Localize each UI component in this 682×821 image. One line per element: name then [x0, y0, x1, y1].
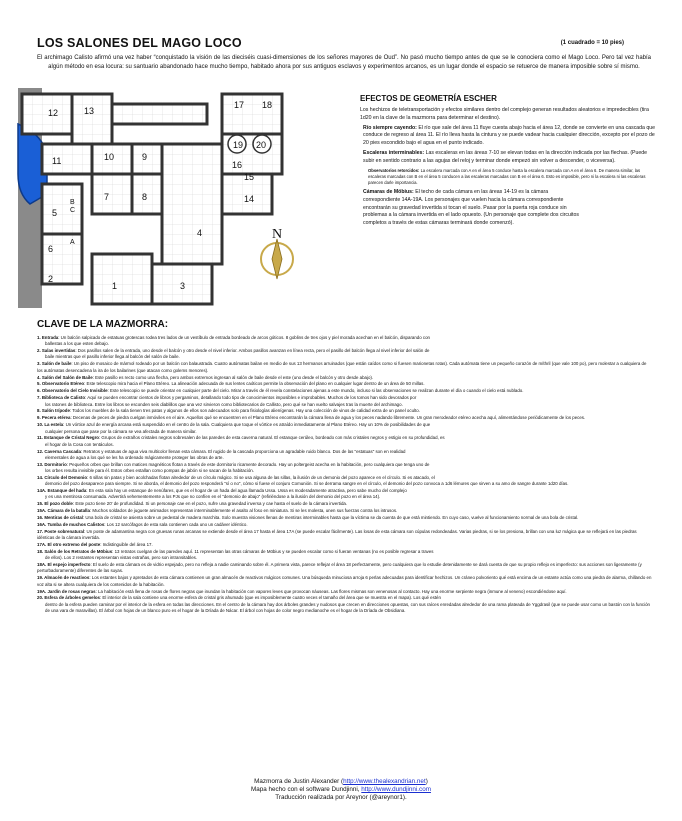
- room-label-19: 19: [233, 140, 244, 150]
- key-entry-text: : Grupos de extraños cristales negros sobresalen de las paredes de esta caverna natural. El estanque cerúleo, bordeado con más cristales negros y estigio en su profundidad, es: [98, 435, 445, 441]
- key-entry-text: : El suelo de esta cámara es de vidrio espejado, pero no refleja a nadie caminando sobre él. A primera vista, parece reflejar el área 18 perfectamente, pero cualquiera que lo estudie detenidamente se dará cuenta de que su propio reflejo es imperfecto: sus acciones son ligeramente (y perturbadoramente) diferentes de las suyas.: [37, 562, 642, 574]
- key-entry: [37, 388, 653, 394]
- key-entry-continuation: cualquier persona que pase por la cámara se vea afectada de manera similar.: [45, 428, 197, 434]
- escher-rio: Río siempre cayendo: El río que sale del área 11 fluye cuesta abajo hacia el área 12, donde se convierte en una cascada que conduce de regreso al área 11. El río lleva hasta la cintura y se puede vadear hacia cualquier dirección, excepto por el pozo de 20 pies escondido bajo el agua en el punto indicado.: [363, 124, 656, 146]
- key-entry-text: : La habitación está llena de rosas de flores negras que inundan la habitación con vapores leves que provocan náuseas. Las flores mismas son venenosas al contacto. Hay una enorme serpiente negra (inmune al veneno) escondiéndose aquí.: [95, 588, 567, 594]
- key-entry-continuation: el hogar de la Cosa con tentáculos.: [45, 441, 114, 447]
- key-entry-label: 18A. El espejo imperfecto: [37, 562, 91, 568]
- key-entry: [37, 335, 653, 348]
- key-entry-label: 2. Salas invertidas: [37, 348, 76, 354]
- escher-camaras: Cámaras de Möbius: El techo de cada cámara en las áreas 14-19 es la cámara correspondiente 14A-19A. Los personajes que vuelen hacia la cámara correspondiente encontrarán su gravedad invertida si tocan el suelo. Pasar por la puerta roja conduce sin problemas a la cámara invertida en el lado opuesto. (Un personaje que complete dos circuitos completos a través de estas cámaras terminará donde comenzó).: [363, 189, 579, 226]
- key-entry: [37, 415, 653, 421]
- key-entry: [37, 595, 653, 614]
- key-entry-text: : Retratos y estatuas de agua viva multicolor llenan esta cámara. El rugido de la cascada proporciona un agradable ruido blanco. Dos de las "estatuas" son en realidad: [80, 448, 406, 454]
- stair-label-b: B: [70, 199, 75, 206]
- key-entry-label: 5. Observatorio Etéreo: [37, 381, 85, 387]
- room-label-14: 14: [244, 194, 255, 204]
- key-entry: [37, 488, 653, 501]
- key-entry-text: : Este pozo tiene 20' de profundidad. Si un personaje cae en el pozo, sufre una gravedad inversa y cae hasta el suelo de la cámara invertida.: [72, 501, 348, 507]
- key-entry-text: : Todos los muebles de la sala tienen tres patas y algunos de ellos son adecuados solo para fisiologías alienígenas. Hay una colección de vinos de calidad extra de un panel oculto.: [69, 408, 420, 414]
- escher-title: EFECTOS DE GEOMETRÍA ESCHER: [360, 94, 497, 103]
- dungeon-key-list: [37, 335, 653, 615]
- room-label-8: 8: [142, 192, 148, 202]
- key-entry-label: 17. Poste sobrenatural: [37, 528, 85, 534]
- credits-translation: Traducción realizada por Areynor (@areynor1).: [275, 794, 407, 802]
- key-entry-text: : Los estantes bajos y apretados de esta cámara contienen un gran almacén de reactivos mágicos comunes. Una búsqueda minuciosa arroja 6 perlas adecuadas para identificar hechizos. Un cráneo polvoriento qué está encima de un estante actúa como una piedra de alarma, chillando en voz alta si se altera cualquiera de los contenidos de la habitación.: [37, 575, 652, 587]
- stair-label-a: A: [70, 239, 75, 246]
- page-title: LOS SALONES DEL MAGO LOCO: [37, 36, 242, 50]
- key-entry: [37, 435, 653, 448]
- room-label-13: 13: [84, 106, 95, 116]
- room-label-9: 9: [142, 152, 148, 162]
- room-label-15: 15: [244, 172, 255, 182]
- key-entry-text: : Dos pasillos salen de la entrada, uno desde el balcón y otro desde el nivel inferior. Ambos pasillos avanzan en línea recta, pero el pasillo del balcón llega al nivel inferior del salón de: [75, 348, 430, 354]
- key-entry-text: : Un piso de mosaico de mármol rodeado por un balcón con balaustrada. Cuatro autómatas bailan en medio de sus 13 hermanos arruinados (que están caídos como si fuesen marionetas rotas). Cada autómata tiene un pequeño corazón de míthril (que vale 100 po), pero molestar a cualquiera de los autómatas desencadena la ira de los bailarines (que atacan como golems menores).: [37, 361, 647, 373]
- intro-paragraph: El archimago Calisto afirmó una vez haber “conquistado la visión de las dieciséis cuasi-dimensiones de los señores mayores de Oud”. No pasó mucho tiempo antes de que se le conociera como el Mago Loco. Pero tal vez había algún método en esa locura: su santuario abandonado hace mucho tiempo, habitado ahora por sus antiguos esclavos y experimentos arcanos, es un lugar donde el espacio se retuerce de manera imposible sobre sí mismo.: [37, 55, 651, 70]
- dundjinni-link[interactable]: http://www.dundjinni.com: [361, 786, 431, 794]
- room-label-16: 16: [232, 160, 243, 170]
- key-entry-label: 11. Estanque de Cristal Negro: [37, 435, 99, 441]
- key-entry-label: 20. Esfera de árboles gemelos: [37, 595, 100, 601]
- key-entry-label: 6. Observatorio del Cielo Invisible: [37, 388, 108, 394]
- key-entry: [37, 422, 653, 435]
- key-entry-text: : Decenas de peces de piedra cuelgan inmóviles en el aire. Aquellos qué se encuentren en el Plano Etéreo encontrarán la cámara llena de agua y los peces nadando libremente. Un gran merodeador etéreo acecha aquí, alimentándose periódicamente de los peces.: [70, 415, 586, 421]
- key-entry: [37, 381, 653, 387]
- key-entry: [37, 549, 653, 562]
- key-entry-label: 10. La estela: [37, 422, 64, 428]
- key-entry-text: : Indistinguible del área 17.: [100, 542, 153, 548]
- key-entry: [37, 361, 653, 374]
- key-entry-label: 7. Biblioteca de Calisto: [37, 395, 86, 401]
- key-entry: [37, 501, 653, 507]
- room-label-2: 2: [48, 274, 54, 284]
- key-entry-label: 9. Pecera etérea: [37, 415, 71, 421]
- key-entry-continuation: elementales de agua a los qué se les ha ordenado mágicamente proteger las obras de arte.: [45, 454, 224, 460]
- author-link[interactable]: http://www.thealexandrian.net: [343, 778, 426, 785]
- key-entry-label: 19. Almacén de reactivos: [37, 575, 90, 581]
- key-entry-text: : Este pasillo es recto como una flecha, pero ambos extremos ingresan al salón de baile desde el este (uno desde el balcón y otro desde abajo).: [92, 374, 374, 380]
- key-entry: [37, 575, 653, 588]
- escher-escaleras: Escaleras interminables: Las escaleras en las áreas 7-10 se elevan todas en la dirección indicada por las flechas. (Puede subir en sentido contrario a las agujas del reloj y terminar donde empezó sin volver a descender, o viceversa).: [363, 149, 648, 164]
- room-label-3: 3: [180, 281, 186, 291]
- key-entry-continuation: y es una mentirosa consumada. Advertirá vehementemente a los PJs que no confíen en el "demonio de abajo" (refiriéndose a la ilusión del demonio del pozo en el área 14).: [45, 494, 381, 500]
- key-entry-continuation: baile mientras que el pasillo inferior llega al balcón del salón de baile.: [45, 354, 180, 360]
- key-entry-label: 14A. Estanque del hada: [37, 488, 87, 494]
- room-label-12: 12: [48, 108, 59, 118]
- key-entry-continuation: de ellos). Los 2 restantes representan vistas extrañas, pero son intransitables.: [45, 555, 198, 561]
- key-entry-text: : Muchos soldados de juguete animados representan interminablemente el asalto al foso en miniatura. Si se les molesta, unen sus fuerzas contra los intrusos.: [89, 508, 398, 514]
- key-entry: [37, 589, 653, 595]
- room-label-10: 10: [104, 152, 115, 162]
- key-entry: [37, 475, 653, 488]
- key-entry: [37, 375, 653, 381]
- key-entry-text: : En esta sala hay un estanque de nenúfares, que es el hogar de un hada del agua llamada Ussa. Ussa es moderadamente atractiva, pero sabe mucho del complejo: [86, 488, 407, 494]
- room-label-18: 18: [262, 100, 273, 110]
- key-entry-label: 12. Caverna Cascada: [37, 448, 81, 454]
- key-entry-text: : Pequeños orbes que brillan con matices magnéticos flotan a través de este dormitorio ricamente decorado. Hay un poltergeist acecha en la habitación, pero cualquiera que tenga uno de: [66, 461, 430, 467]
- credits: [0, 778, 682, 803]
- key-entry-label: 15. El pozo doble: [37, 501, 73, 507]
- key-entry: [37, 395, 653, 408]
- room-label-1: 1: [112, 281, 118, 291]
- key-entry-label: 8. Salón trípode: [37, 408, 70, 414]
- key-entry-label: 1. Entrada: [37, 335, 59, 340]
- room-label-17: 17: [234, 100, 245, 110]
- map-scale: (1 cuadrado = 10 pies): [560, 40, 624, 46]
- key-entry-text: : Una bola de cristal se asienta sobre un pedestal de madera marchita. Solo muestra visiones llenas de mentiras interminables hasta que la víctima se da cuenta de que está mintiendo. En cuyo caso, vuelve al funcionamiento normal de una bola de cristal.: [82, 515, 579, 521]
- key-entry-continuation: los ratones de biblioteca. Entre los libros se esconden seis diablillos que una vez sirvieron como bibliotecarios de Callisto, pero qué se han vuelto salvajes tras la muerte del archimago.: [45, 401, 403, 407]
- key-entry-text: : 6 sillas sin patas y bien acolchadas flotan alrededor de un círculo mágico. Si se usa alguna de las sillas, la ilusión de un demonio del pozo aparece en el círculo. Si es atacado, el: [87, 474, 435, 480]
- key-entry-label: 19A. Jardín de rosas negras: [37, 588, 96, 594]
- compass-letter: N: [271, 227, 283, 242]
- map-walls: [18, 88, 282, 308]
- escher-intro: Los hechizos de teletransportación y efectos similares dentro del complejo generan resultados aleatorios e impredecibles (tira 1d20 en la clave de la mazmorra para determinar el destino).: [360, 107, 649, 121]
- key-entry-continuation: dentro de la esfera pueden caminar por el interior de la esfera en todas las direcciones. En el centro de la cámara hay dos árboles grandes y nudosos que crecen en direcciones opuestas, con sus raíces enredadas alrededor de una rama plateada de Yggdrasil (que se puede usar como un bastón con la función de una vara de maravillas). El árbol con hojas de un blanco puro es el hogar de la Dríada de Nácar. El árbol con hojas de color negro medianoche es el hogar de la Dríada de Obsidiana.: [45, 601, 650, 614]
- dungeon-key-title: CLAVE DE LA MAZMORRA:: [37, 319, 169, 330]
- key-entry-text: : Este telescopio se puede orientar en cualquier parte del cielo. Mirar a través de él revela constelaciones ajenas a este mundo, incluso si las observaciones se realizan durante el día o cuando el cielo está nublado.: [107, 388, 524, 394]
- room-label-6: 6: [48, 244, 54, 254]
- key-entry-text: : 13 retratos cuelgan de las paredes aquí. 11 representan las otras cámaras de Möbius y se pueden escalar como si fueran ventanas (no es posible regresar a traves: [112, 548, 434, 554]
- key-entry-continuation: ballestas a los que esten debajo.: [45, 341, 109, 347]
- key-entry: [37, 529, 653, 542]
- room-label-20: 20: [256, 140, 267, 150]
- key-entry: [37, 348, 653, 361]
- key-entry: [37, 408, 653, 414]
- escher-section: [360, 94, 656, 230]
- key-entry-label: 13. Dormitorio: [37, 461, 67, 467]
- key-entry-label: 3. Salón de baile: [37, 361, 72, 367]
- room-label-5: 5: [52, 208, 58, 218]
- key-entry: [37, 542, 653, 548]
- room-label-4: 4: [197, 228, 203, 238]
- compass-icon: [261, 227, 293, 279]
- dungeon-map: [12, 84, 312, 314]
- key-entry-continuation: los orbes resulta invisible para él. Estos orbes estallan como pompas de jabón si se sacan de la habitación.: [45, 468, 254, 474]
- room-label-11: 11: [52, 156, 62, 166]
- key-entry: [37, 562, 653, 575]
- key-entry-text: : Un balcón salpicado de estatuas grotescas rodea tres lados de un vestíbulo de entrada bordeado de arcos góticos. 8 goblins de tres ojos y piel morada acechan en el balcón, disparando con: [58, 335, 430, 340]
- key-entry: [37, 462, 653, 475]
- key-entry-label: 16A. Tumba de muchos Calistos: [37, 522, 105, 527]
- key-entry: [37, 449, 653, 462]
- credits-map: Mapa hecho con el software Dundjinni, http://www.dundjinni.com: [251, 786, 431, 794]
- key-entry-label: 4. Salón del Salón de Baile: [37, 374, 93, 380]
- key-entry: [37, 508, 653, 514]
- key-entry-label: 17A. El otro extremo del poste: [37, 542, 101, 548]
- escher-observatorios: Observatorios retorcidos: La escalera marcada con A en el área 5 conduce hasta la escalera marcada con A en el área 6. De manera similar, las escaleras marcadas con B en el área 5 conducen a las escaleras marcadas con B en el área 6. Esto es imposible, pero ni la escalera ni las escaleras parecen darle importancia.: [368, 167, 646, 186]
- key-entry-text: : Los 12 sarcófagos de esta sala contienen cada uno un cadáver idéntico.: [104, 522, 248, 527]
- credits-author: Mazmorra de Justin Alexander (http://www.thealexandrian.net): [254, 778, 428, 785]
- key-entry-label: 15A. Cámara de la batalla: [37, 508, 90, 514]
- key-entry-continuation: demonio del pozo desaparece para siempre. Si se aborda, el demonio del pozo responderá "sí o no", cómo si fuese el conjuro Comunión. Si se derrama sangre en el círculo, el demonio del pozo convoca a 1d6 lémures que sirven a su amo de sangre durante 1d20 días.: [45, 481, 569, 487]
- key-entry: [37, 515, 653, 521]
- key-entry-text: : Aquí se pueden encontrar cientos de libros y pergaminos, detallando todo tipo de conocimientos imposibles e improbables. Muchos de los tomos han sido devorados por: [85, 395, 417, 401]
- key-entry-text: : Este telescopio mira hacia el Plano Etéreo. La alineación adecuada de sus lentes caóticos permite la observación del plano en cualquier lugar dentro de un área de 50 millas.: [84, 381, 425, 387]
- key-entry-text: : Un poste de adamantina negra con gruesas runas arcanas se extiende desde el área 17 hasta el área 17A (se puede escalar fácilmente). Las losas de esta cámara son cúpulas redondeadas. Varias piedras, si se los presiona, brillan con una luz mágica que se reflejará en las piedras idénticas de la cámara invertida.: [37, 528, 637, 541]
- room-label-7: 7: [104, 192, 110, 202]
- key-entry-text: : Un vórtice azul de energía arcana está suspendido en el centro de la sala. Cualquiera que toque el vórtice es atraído inmediatamente al Plano Etéreo. Hay un 10% de posibilidades de que: [63, 422, 431, 428]
- key-entry-label: 18. Salón de los Retratos de Möbius: [37, 548, 113, 554]
- stair-label-c: C: [70, 207, 76, 214]
- key-entry: [37, 522, 653, 528]
- key-entry-label: 16. Mentiras de cristal: [37, 515, 83, 521]
- key-entry-label: 14. Círculo del Demonio: [37, 474, 88, 480]
- key-entry-text: : El interior de la sala contiene una enorme esfera de cristal gris ahumado (que es imposiblemente cuatro veces el tamaño del área que se muestra en el mapa). Los qué estén: [99, 595, 441, 601]
